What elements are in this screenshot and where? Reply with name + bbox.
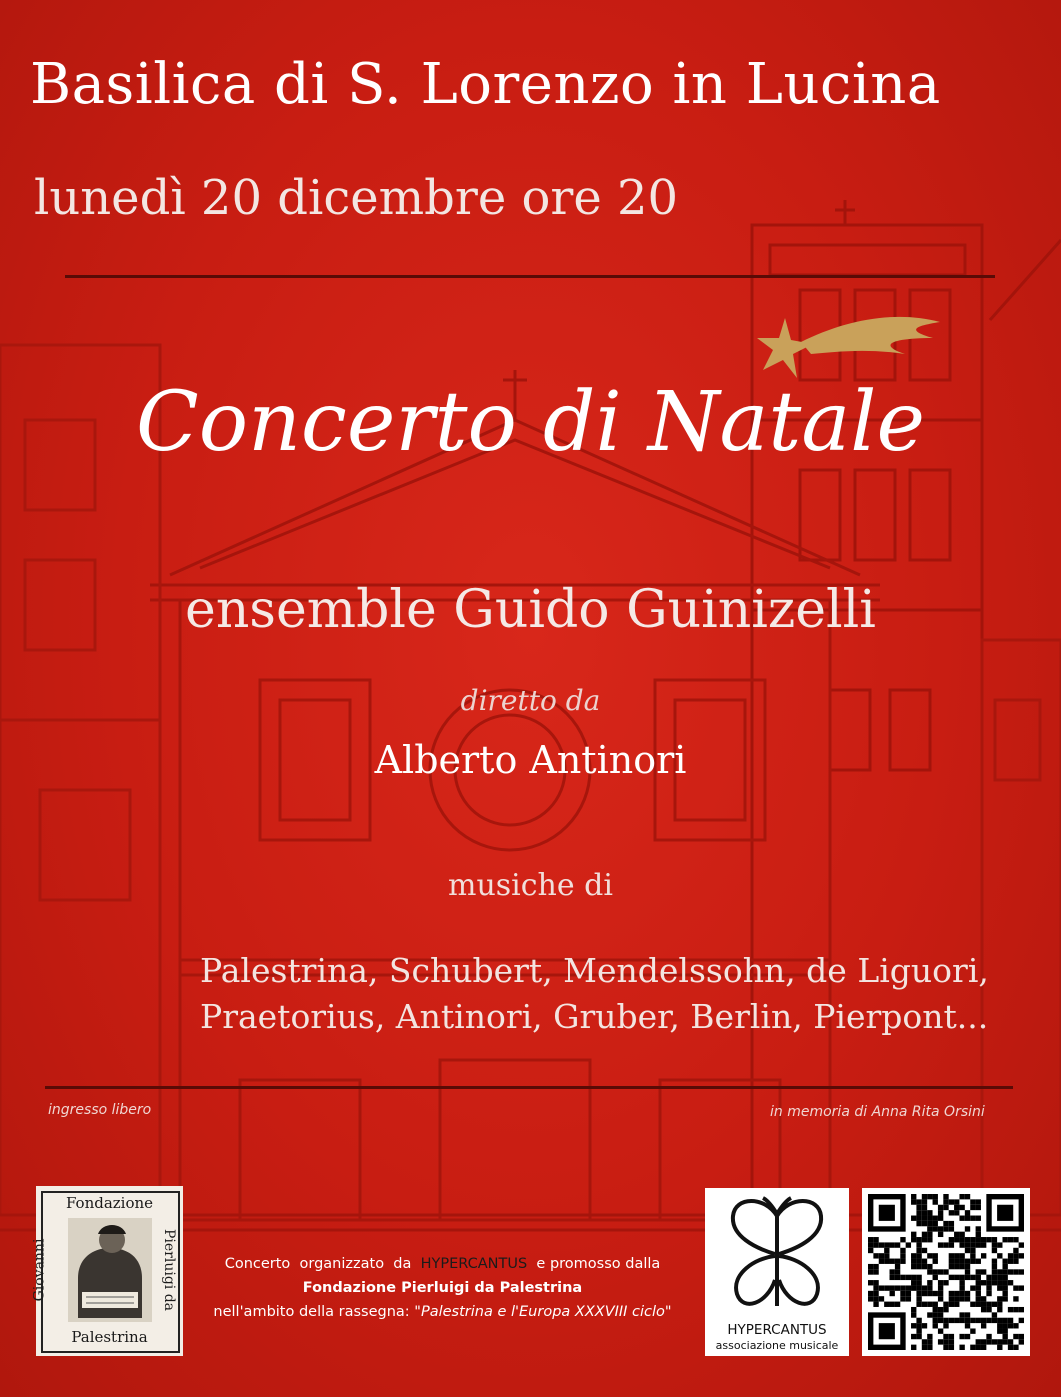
admission-note: ingresso libero [48, 1102, 152, 1118]
palestrina-portrait-icon [68, 1218, 152, 1322]
composers-line-2: Praetorius, Antinori, Gruber, Berlin, Pierpont... [200, 997, 989, 1036]
directed-by-label: diretto da [460, 684, 601, 717]
fondazione-name: Fondazione Pierluigi da Palestrina [302, 1280, 583, 1296]
hypercantus-inline: HYPERCANTUS [420, 1256, 528, 1272]
festival-name: Palestrina e l'Europa XXXVIII ciclo [420, 1304, 665, 1320]
music-by-label: musiche di [448, 868, 613, 903]
event-date: lunedì 20 dicembre ore 20 [34, 170, 679, 226]
hypercantus-logo [705, 1188, 849, 1356]
concert-title: Concerto di Natale [136, 375, 925, 470]
organizer-line-3-post: " [664, 1304, 672, 1320]
hypercantus-logo-subtitle: associazione musicale [715, 1339, 839, 1352]
fondazione-logo-right: Pierluigi da [161, 1228, 178, 1312]
organizer-line-3-pre: nell'ambito della rassegna: " [213, 1304, 421, 1320]
hypercantus-logo-name: HYPERCANTUS [727, 1322, 827, 1338]
ensemble-name: ensemble Guido Guinizelli [185, 580, 876, 640]
butterfly-icon [725, 1196, 829, 1316]
venue-title: Basilica di S. Lorenzo in Lucina [30, 52, 941, 117]
fondazione-logo [31, 1186, 183, 1356]
memorial-note: in memoria di Anna Rita Orsini [770, 1104, 985, 1120]
organizer-line-3 [190, 1300, 695, 1324]
fondazione-logo-bottom: Palestrina [71, 1328, 148, 1346]
organizer-text [190, 1252, 695, 1324]
qr-code-icon[interactable] [862, 1188, 1030, 1356]
composers-line-1: Palestrina, Schubert, Mendelssohn, de Liguori, [200, 951, 989, 990]
bottom-divider [45, 1086, 1013, 1089]
organizer-line-1 [190, 1252, 695, 1276]
organizer-line-2 [190, 1276, 695, 1300]
fondazione-logo-top: Fondazione [65, 1194, 154, 1212]
conductor-name: Alberto Antinori [374, 738, 687, 782]
organizer-line-1-post: e promosso dalla [527, 1256, 661, 1272]
organizer-line-1-pre: Concerto organizzato da [224, 1256, 421, 1272]
top-divider [65, 275, 995, 278]
fondazione-logo-left: Giovanni [31, 1238, 48, 1302]
